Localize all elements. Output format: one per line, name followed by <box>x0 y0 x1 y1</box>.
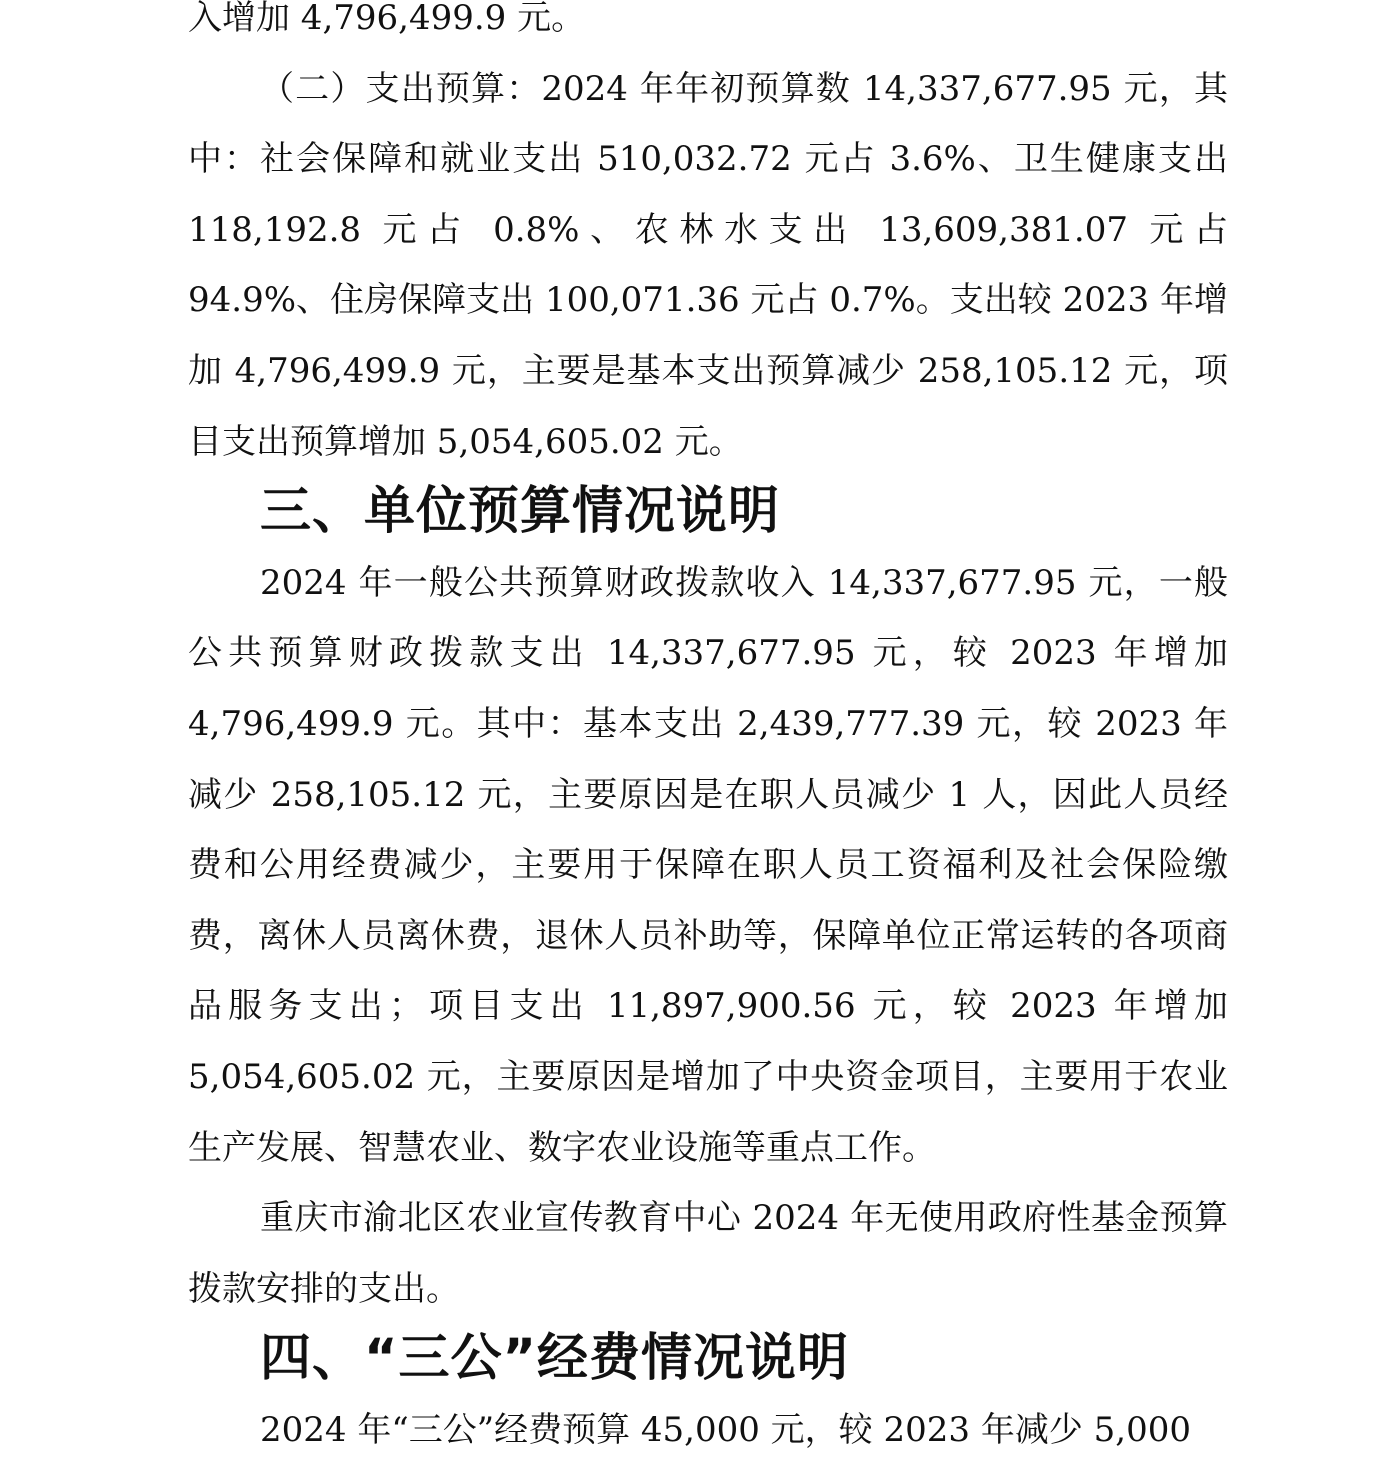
paragraph-income-tail: 入增加 4,796,499.9 元。 <box>188 0 586 38</box>
document-page <box>188 0 1228 1465</box>
paragraph-expenditure-budget: （二）支出预算：2024 年年初预算数 14,337,677.95 元，其中：社会保障和就业支出 510,032.72 元占 3.6%、卫生健康支出 118,192.8 元占 0.8%、农林水支出 13,609,381.07 元占 94.9%、住房保障支出 100,071.36 元占 0.7%。支出较 2023 年增加 4,796,499.9 元，主要是基本支出预算减少 258,105.12 元，项目支出预算增加 5,054,605.02 元。 <box>188 68 1228 462</box>
paragraph-general-budget: 2024 年一般公共预算财政拨款收入 14,337,677.95 元，一般公共预算财政拨款支出 14,337,677.95 元，较 2023 年增加 4,796,499.9 元。其中：基本支出 2,439,777.39 元，较 2023 年减少 258,105.12 元，主要原因是在职人员减少 1 人，因此人员经费和公用经费减少，主要用于保障在职人员工资福利及社会保险缴费，离休人员离休费，退休人员补助等，保障单位正常运转的各项商品服务支出；项目支出 11,897,900.56 元，较 2023 年增加 5,054,605.02 元，主要原因是增加了中央资金项目，主要用于农业生产发展、智慧农业、数字农业设施等重点工作。 <box>188 562 1228 1168</box>
section-heading-unit-budget: 三、单位预算情况说明 <box>260 482 781 542</box>
paragraph-three-public-budget: 2024 年“三公”经费预算 45,000 元，较 2023 年减少 5,000 <box>260 1409 1191 1450</box>
section-heading-three-public: 四、“三公”经费情况说明 <box>260 1329 850 1389</box>
paragraph-government-fund: 重庆市渝北区农业宣传教育中心 2024 年无使用政府性基金预算拨款安排的支出。 <box>188 1198 1228 1309</box>
